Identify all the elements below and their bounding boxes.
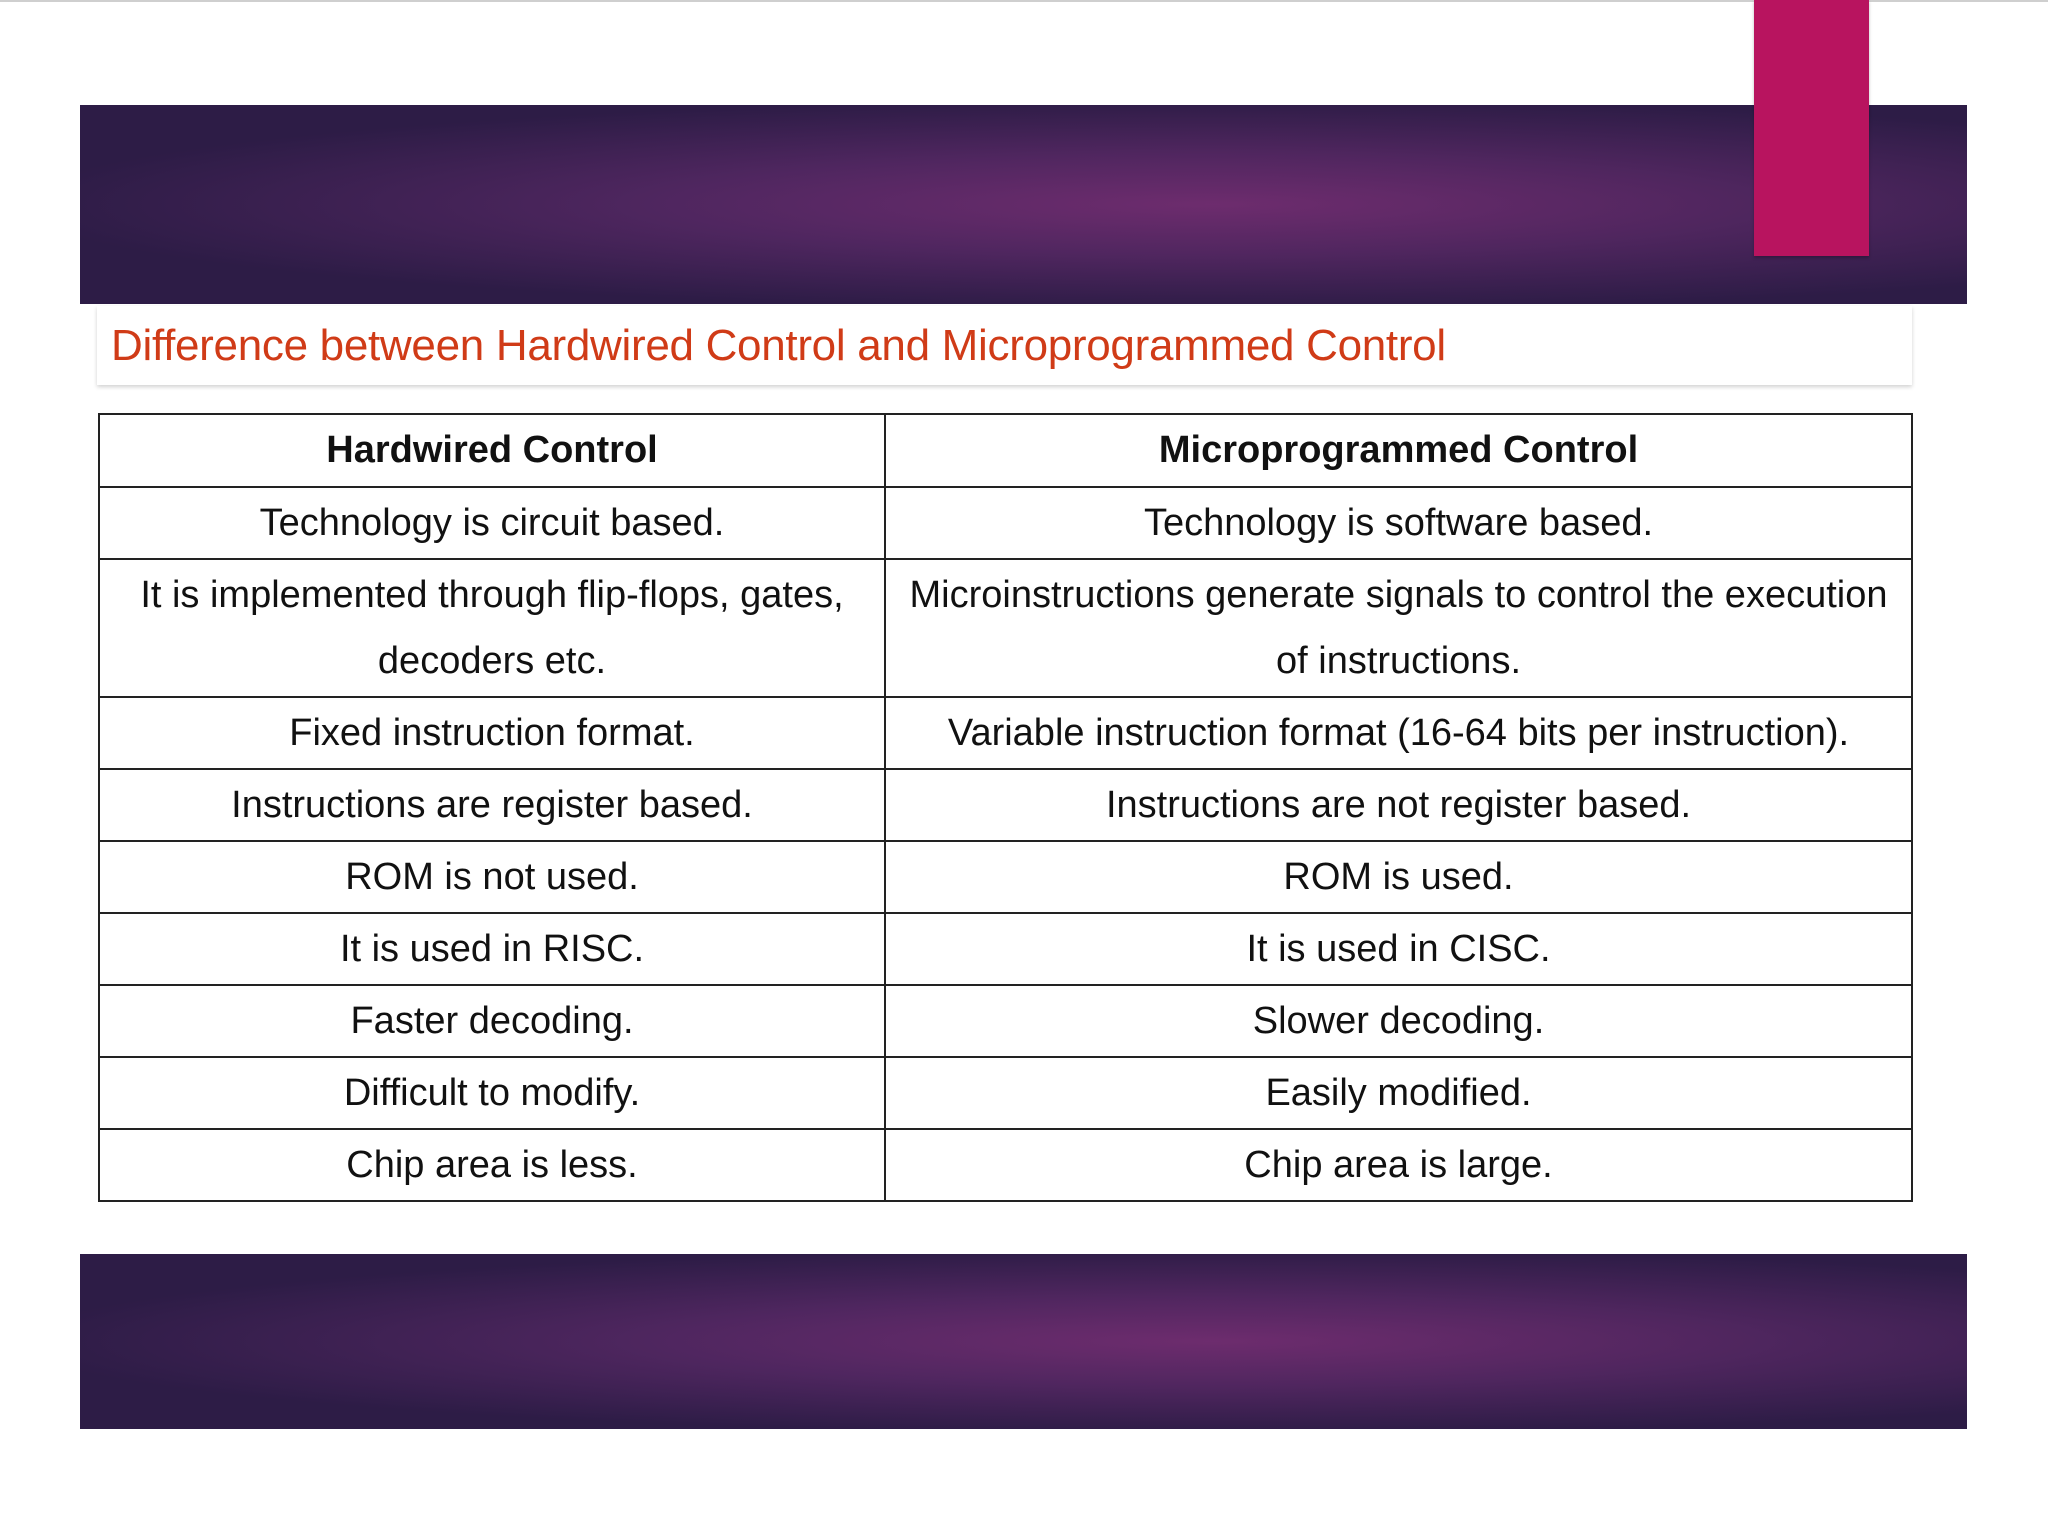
table-row xyxy=(99,487,1912,559)
table-row xyxy=(99,769,1912,841)
header-hardwired: Hardwired Control xyxy=(99,414,885,487)
cell-microprogrammed: Chip area is large. xyxy=(885,1129,1912,1201)
cell-microprogrammed: Slower decoding. xyxy=(885,985,1912,1057)
cell-hardwired: It is used in RISC. xyxy=(99,913,885,985)
cell-hardwired: Fixed instruction format. xyxy=(99,697,885,769)
cell-hardwired: Chip area is less. xyxy=(99,1129,885,1201)
header-microprogrammed: Microprogrammed Control xyxy=(885,414,1912,487)
cell-microprogrammed: It is used in CISC. xyxy=(885,913,1912,985)
table-row xyxy=(99,697,1912,769)
cell-microprogrammed: Variable instruction format (16-64 bits per instruction). xyxy=(885,697,1912,769)
top-border-line xyxy=(0,0,2048,2)
table-row xyxy=(99,1057,1912,1129)
table-row xyxy=(99,985,1912,1057)
cell-microprogrammed: Technology is software based. xyxy=(885,487,1912,559)
footer-band xyxy=(80,1254,1967,1429)
table-row xyxy=(99,913,1912,985)
slide-title: Difference between Hardwired Control and Microprogrammed Control xyxy=(111,320,1446,370)
cell-hardwired: Difficult to modify. xyxy=(99,1057,885,1129)
header-band xyxy=(80,105,1967,304)
table-row xyxy=(99,841,1912,913)
accent-tab xyxy=(1754,0,1869,256)
cell-microprogrammed: Easily modified. xyxy=(885,1057,1912,1129)
cell-hardwired: ROM is not used. xyxy=(99,841,885,913)
cell-hardwired: Technology is circuit based. xyxy=(99,487,885,559)
cell-hardwired: Faster decoding. xyxy=(99,985,885,1057)
cell-hardwired: It is implemented through flip-flops, gates, decoders etc. xyxy=(99,559,885,697)
title-bar xyxy=(97,306,1912,385)
table-row xyxy=(99,1129,1912,1201)
cell-microprogrammed: ROM is used. xyxy=(885,841,1912,913)
cell-microprogrammed: Microinstructions generate signals to control the execution of instructions. xyxy=(885,559,1912,697)
cell-hardwired: Instructions are register based. xyxy=(99,769,885,841)
table-header-row xyxy=(99,414,1912,487)
comparison-table xyxy=(98,413,1913,1202)
table-row xyxy=(99,559,1912,697)
cell-microprogrammed: Instructions are not register based. xyxy=(885,769,1912,841)
